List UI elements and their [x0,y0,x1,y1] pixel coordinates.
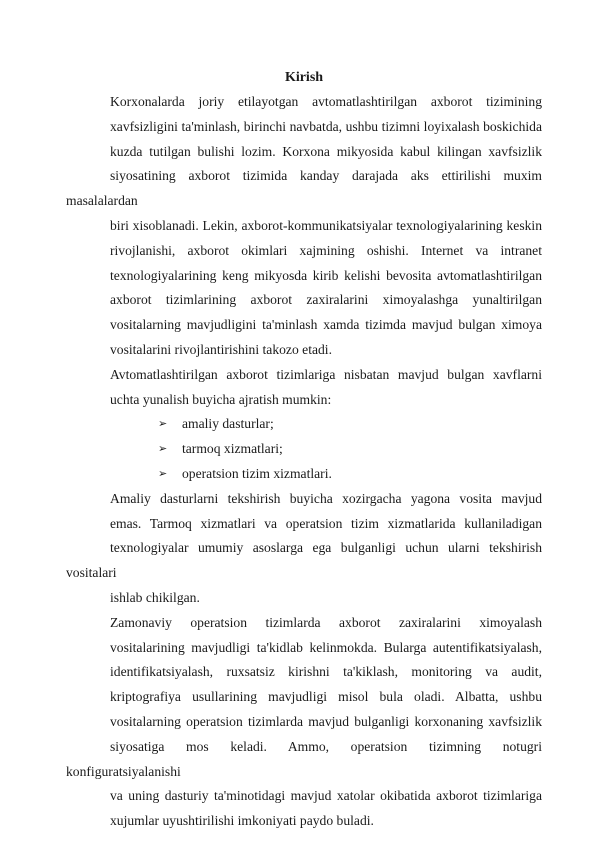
text-line: axborot tizimlarining axborot zaxiralarini ximoyalashga yunaltirilgan [110,292,542,308]
list-item [158,437,542,462]
text-line: biri xisoblanadi. Lekin, axborot-kommunikatsiyalar texnologiyalarining keskin [110,217,542,233]
text-line: siyosatiga mos keladi. Ammo, operatsion tizimning notugri konfiguratsiyalanishi [66,738,542,779]
text-line: identifikatsiyalash, ruxsatsiz kirishni ta'kiklash, monitoring va audit, [110,664,542,680]
list-item-text: amaliy dasturlar; [182,416,274,432]
text-line: Zamonaviy operatsion tizimlarda axborot zaxiralarini ximoyalash [110,614,542,630]
list-item [158,412,542,437]
intro-paragraph-1 [66,90,542,363]
text-line: vositalarning mavjudligini ta'minlash xamda tizimda mavjud bulgan ximoya [110,317,542,333]
text-line: Amaliy dasturlarni tekshirish buyicha xozirgacha yagona vosita mavjud [110,490,542,506]
arrow-bullet-icon: ➢ [158,467,168,480]
page-title: Kirish [284,70,324,85]
text-line: Avtomatlashtirilgan axborot tizimlariga nisbatan mavjud bulgan xavflarni [110,366,542,382]
text-line: Korxonalarda joriy etilayotgan avtomatlashtirilgan axborot tizimining [110,94,542,109]
text-line: siyosatining axborot tizimida kanday darajada aks ettirilishi muxim masalalardan [66,168,542,209]
text-line: kriptografiya usullarining mavjudligi misol bula oladi. Albatta, ushbu [110,689,542,705]
text-line: xujumlar uyushtirilishi imkoniyati paydo buladi. [110,813,374,829]
text-line: ishlab chikilgan. [110,589,200,605]
intro-paragraph-2 [66,363,542,413]
text-line: xavfsizligini ta'minlash, birinchi navbatda, ushbu tizimni loyixalash boskichida [110,118,542,134]
text-line: vositalarning operatsion tizimlarda mavjud bulganligi korxonaning xavfsizlik [110,713,542,729]
text-line: emas. Tarmoq xizmatlari va operatsion tizim xizmatlarida kullaniladigan [110,515,542,531]
text-line: texnologiyalar umumiy asoslarga ega bulganligi uchun ularni tekshirish vositalari [66,540,542,581]
text-line: texnologiyalarining keng mikyosda kirib kelishi bevosita avtomatlashtirilgan [110,267,542,283]
list-item [158,462,542,487]
arrow-bullet-icon: ➢ [158,443,168,456]
body-paragraph-3 [66,487,542,611]
arrow-bullet-icon: ➢ [158,418,168,431]
list-item-text: tarmoq xizmatlari; [182,441,283,457]
text-line: va uning dasturiy ta'minotidagi mavjud xatolar okibatida axborot tizimlariga [110,788,542,804]
threat-directions-list [66,412,542,486]
text-line: vositalarini rivojlantirishini takozo etadi. [110,341,332,357]
list-item-text: operatsion tizim xizmatlari. [182,465,332,481]
text-line: kuzda tutilgan bulishi lozim. Korxona mikyosida kabul kilingan xavfsizlik [110,143,542,159]
text-line: uchta yunalish buyicha ajratish mumkin: [110,391,332,407]
text-line: rivojlanishi, axborot okimlari xajmining oshishi. Internet va intranet [110,242,542,258]
body-paragraph-4 [66,611,542,834]
text-line: vositalarining mavjudligi ta'kidlab kelinmokda. Bularga autentifikatsiyalash, [110,639,542,655]
